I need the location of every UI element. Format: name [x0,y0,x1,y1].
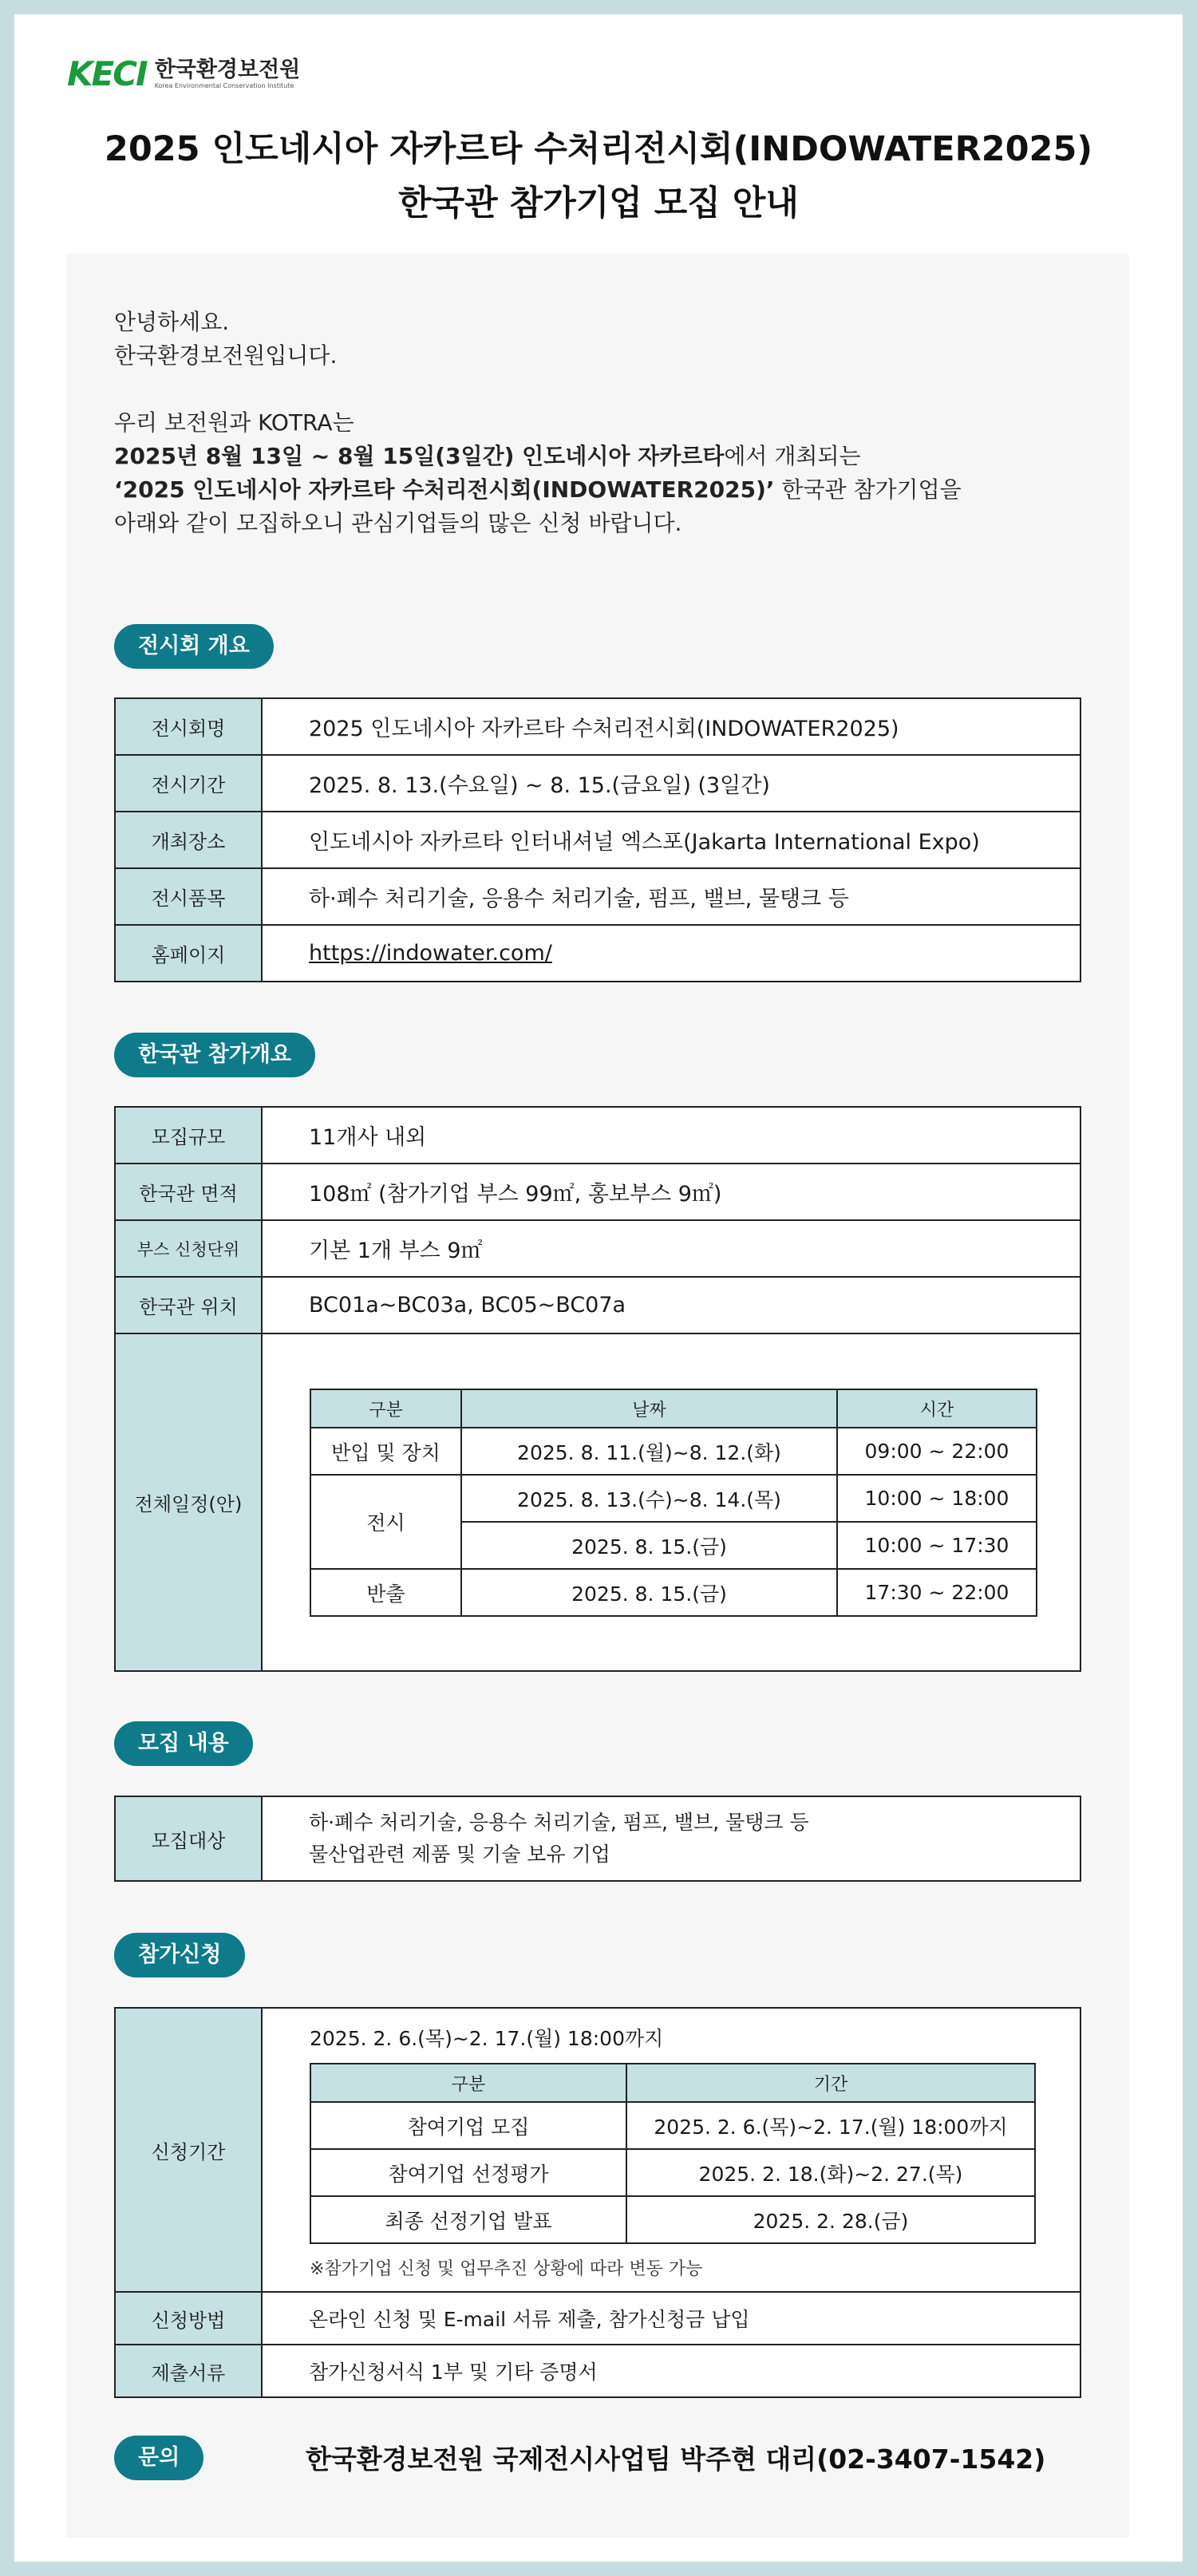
table-row: 한국관 면적 108㎡ (참가기업 부스 99㎡, 홍보부스 9㎡) [115,1164,1080,1220]
apply-table [114,2007,1081,2398]
table-row: 전체일정(안) 구분 날짜 시간 반입 및 장치 2025. 8. 11.(월)~8. 12.(화) 09:00 ~ 22:00 전시 2025. 8. 13.(수)~8. 14.(목) 10:00 ~ 18:00 2025. 8. 15.(금) 10:00 ~ 17:30 반출 2025. 8. 15.(금) 17:30 ~ 22:00 [115,1333,1080,1671]
page [14,14,1183,2562]
section-heading-recruit: 모집 내용 [114,1721,253,1766]
table-row: 개최장소 인도네시아 자카르타 인터내셔널 엑스포(Jakarta International Expo) [115,812,1080,868]
table-row: 부스 신청단위 기본 1개 부스 9㎡ [115,1220,1080,1277]
table-row: 참여기업 선정평가 2025. 2. 18.(화)~2. 27.(목) [310,2149,1035,2196]
section-heading-pavilion: 한국관 참가개요 [114,1033,315,1077]
table-row: 전시회명 2025 인도네시아 자카르타 수처리전시회(INDOWATER2025) [115,698,1080,755]
table-row: 반입 및 장치 2025. 8. 11.(월)~8. 12.(화) 09:00 ~ 22:00 [310,1428,1037,1475]
table-row: 참여기업 모집 2025. 2. 6.(목)~2. 17.(월) 18:00까지 [310,2102,1035,2149]
org-subname: Korea Environmental Conservation Institute [154,81,294,89]
table-row: 전시품목 하·폐수 처리기술, 응용수 처리기술, 펌프, 밸브, 물탱크 등 [115,868,1080,925]
table-row: 전시 2025. 8. 13.(수)~8. 14.(목) 10:00 ~ 18:00 [310,1475,1037,1522]
table-row: 홈페이지 https://indowater.com/ [115,925,1080,982]
apply-note: ※참가기업 신청 및 업무추진 상황에 따라 변동 가능 [310,2259,703,2279]
table-row: 신청방법 온라인 신청 및 E-mail 서류 제출, 참가신청금 납입 [115,2292,1080,2345]
logo-mark: KECI [67,54,147,93]
section-heading-overview: 전시회 개요 [114,624,274,669]
table-row: 전시기간 2025. 8. 13.(수요일) ~ 8. 15.(금요일) (3일간) [115,755,1080,812]
schedule-table: 구분 날짜 시간 반입 및 장치 2025. 8. 11.(월)~8. 12.(화) 09:00 ~ 22:00 전시 2025. 8. 13.(수)~8. 14.(목) 10:00 ~ 18:00 2025. 8. 15.(금) 10:00 ~ 17:30 반출 2025. 8. 15.(금) 17:30 ~ 22:00 [310,1389,1037,1617]
intro-text: 안녕하세요. 한국환경보전원입니다. 우리 보전원과 KOTRA는 2025년 8월 13일 ~ 8월 15일(3일간) 인도네시아 자카르타에서 개최되는 ‘2025 인도네시아 자카르타 수처리전시회(INDOWATER2025)’ 한국관 참가기업을 아래와 같이 모집하오니 관심기업들의 많은 신청 바랍니다. [114,309,962,536]
section-heading-apply: 참가신청 [114,1933,245,1977]
table-row: 모집대상 하·폐수 처리기술, 응용수 처리기술, 펌프, 밸브, 물탱크 등 물산업관련 제품 및 기술 보유 기업 [115,1796,1080,1881]
table-row: 모집규모 11개사 내외 [115,1107,1080,1164]
page-title: 2025 인도네시아 자카르타 수처리전시회(INDOWATER2025) 한국관 참가기업 모집 안내 [104,129,1093,223]
pavilion-table [114,1106,1081,1672]
content-panel [66,254,1129,2538]
table-row: 제출서류 참가신청서식 1부 및 기타 증명서 [115,2345,1080,2397]
table-row: 반출 2025. 8. 15.(금) 17:30 ~ 22:00 [310,1569,1037,1616]
recruit-table [114,1796,1081,1882]
apply-schedule-table: 구분 기간 참여기업 모집 2025. 2. 6.(목)~2. 17.(월) 18:00까지 참여기업 선정평가 2025. 2. 18.(화)~2. 27.(목) 최종 선정기업 발표 2025. 2. 28.(금) [310,2063,1036,2244]
contact-info: 한국환경보전원 국제전시사업팀 박주현 대리(02-3407-1542) [306,2444,1046,2475]
org-logo [67,54,300,93]
table-row: 최종 선정기업 발표 2025. 2. 28.(금) [310,2196,1035,2243]
table-row: 한국관 위치 BC01a~BC03a, BC05~BC07a [115,1277,1080,1333]
section-heading-contact: 문의 [114,2436,203,2480]
org-name: 한국환경보전원 [154,57,301,82]
table-row: 신청기간 2025. 2. 6.(목)~2. 17.(월) 18:00까지 구분 기간 참여기업 모집 2025. 2. 6.(목)~2. 17.(월) 18:00까지 참여기업 선정평가 2025. 2. 18.(화)~2. 27.(목) 최종 선정기업 발표 2025. 2. 28.(금) ※참가기업 신청 및 업무추진 상황에 따라 변동 가능 [115,2008,1080,2292]
overview-table [114,697,1081,982]
table-row: 2025. 8. 15.(금) 10:00 ~ 17:30 [310,1522,1037,1569]
homepage-link[interactable]: https://indowater.com/ [309,941,552,966]
